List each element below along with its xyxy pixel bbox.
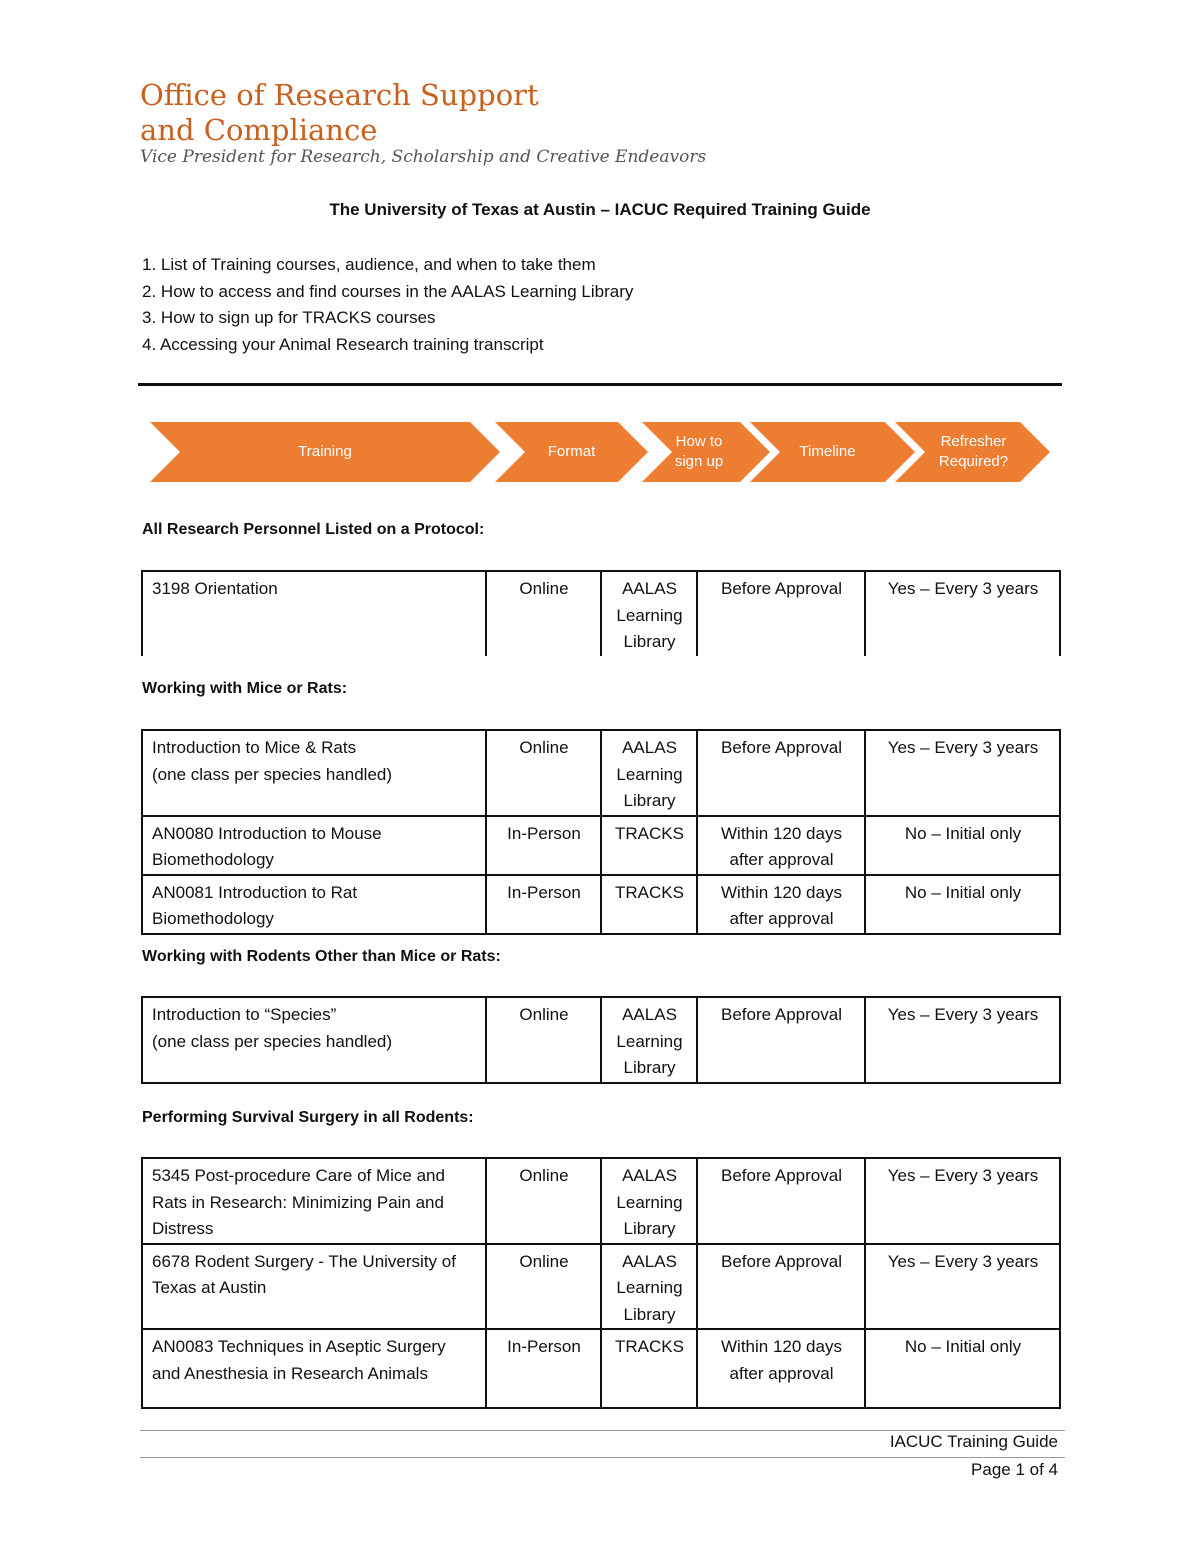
- course-refresher: Yes – Every 3 years: [865, 997, 1060, 1083]
- document-title: The University of Texas at Austin – IACUC Required Training Guide: [329, 200, 871, 219]
- course-refresher: Yes – Every 3 years: [865, 1244, 1060, 1330]
- page-number: Page 1 of 4: [971, 1460, 1058, 1479]
- course-format: In-Person: [486, 816, 601, 875]
- table-row: [142, 1329, 1060, 1408]
- chevron-label-refresher: Refresher Required?: [938, 433, 1009, 470]
- toc-item-text: Accessing your Animal Research training transcript: [156, 334, 544, 354]
- toc-item-number: 2.: [142, 281, 157, 301]
- course-refresher: No – Initial only: [865, 875, 1060, 934]
- course-signup: AALAS Learning Library: [601, 1244, 697, 1330]
- course-timeline: Before Approval: [697, 571, 865, 656]
- course-signup: AALAS Learning Library: [601, 730, 697, 816]
- chevron-label-format: Format: [547, 443, 596, 460]
- course-refresher: Yes – Every 3 years: [865, 571, 1060, 656]
- footer-divider: [140, 1430, 1065, 1431]
- course-signup: TRACKS: [601, 816, 697, 875]
- course-timeline: Before Approval: [697, 1244, 865, 1330]
- course-format: Online: [486, 997, 601, 1083]
- course-format: Online: [486, 571, 601, 656]
- section-heading: Working with Rodents Other than Mice or Rats:: [142, 948, 501, 965]
- course-signup: AALAS Learning Library: [601, 1158, 697, 1244]
- course-refresher: No – Initial only: [865, 1329, 1060, 1408]
- toc-item-number: 3.: [142, 308, 157, 327]
- course-signup: AALAS Learning Library: [601, 571, 697, 656]
- chevron-label-timeline: Timeline: [799, 443, 856, 460]
- toc-item-number: 1.: [142, 255, 157, 274]
- course-name: AN0083 Techniques in Aseptic Surgery and Anesthesia in Research Animals: [142, 1329, 486, 1408]
- section-heading: Working with Mice or Rats:: [142, 680, 348, 697]
- course-name: Introduction to “Species” (one class per species handled): [142, 997, 486, 1083]
- course-format: In-Person: [486, 875, 601, 934]
- logo-title-line2: and Compliance: [140, 113, 378, 147]
- footer-document-label: IACUC Training Guide: [889, 1432, 1058, 1451]
- course-refresher: No – Initial only: [865, 816, 1060, 875]
- chevron-label-how-to-sign-up: How to sign up: [674, 433, 724, 470]
- course-name: 6678 Rodent Surgery - The University of Texas at Austin: [142, 1244, 486, 1330]
- course-name: 3198 Orientation: [142, 571, 486, 656]
- toc-item-text: How to access and find courses in the AALAS Learning Library: [156, 281, 634, 301]
- logo-subtitle: Vice President for Research, Scholarship and Creative Endeavors: [140, 147, 707, 167]
- course-timeline: Within 120 days after approval: [697, 1329, 865, 1408]
- table-row: [142, 1244, 1060, 1330]
- course-format: Online: [486, 1244, 601, 1330]
- course-refresher: Yes – Every 3 years: [865, 1158, 1060, 1244]
- toc-item-number: 4.: [142, 334, 157, 354]
- section-heading: Performing Survival Surgery in all Rodents:: [142, 1109, 474, 1126]
- training-table: [141, 996, 1061, 1084]
- chevron-label-training: Training: [298, 443, 352, 460]
- table-row: [142, 816, 1060, 875]
- course-name: Introduction to Mice & Rats (one class per species handled): [142, 730, 486, 816]
- course-name: AN0081 Introduction to Rat Biomethodology: [142, 875, 486, 934]
- course-timeline: Within 120 days after approval: [697, 875, 865, 934]
- course-timeline: Before Approval: [697, 997, 865, 1083]
- training-table: [141, 729, 1061, 935]
- training-table: [141, 570, 1061, 656]
- section-heading: All Research Personnel Listed on a Protocol:: [142, 521, 485, 538]
- course-format: Online: [486, 1158, 601, 1244]
- course-timeline: Before Approval: [697, 730, 865, 816]
- table-row: [142, 730, 1060, 816]
- toc-item-text: List of Training courses, audience, and when to take them: [156, 255, 596, 274]
- table-row: [142, 997, 1060, 1083]
- course-refresher: Yes – Every 3 years: [865, 730, 1060, 816]
- course-signup: TRACKS: [601, 875, 697, 934]
- course-name: AN0080 Introduction to Mouse Biomethodology: [142, 816, 486, 875]
- course-format: Online: [486, 730, 601, 816]
- course-name: 5345 Post-procedure Care of Mice and Rats in Research: Minimizing Pain and Distress: [142, 1158, 486, 1244]
- toc-item-text: How to sign up for TRACKS courses: [156, 308, 436, 327]
- training-table: [141, 1157, 1061, 1409]
- course-timeline: Within 120 days after approval: [697, 816, 865, 875]
- logo-title-line1: Office of Research Support: [140, 78, 539, 112]
- footer-divider: [140, 1457, 1065, 1458]
- table-row: [142, 875, 1060, 934]
- table-row: [142, 1158, 1060, 1244]
- course-timeline: Before Approval: [697, 1158, 865, 1244]
- table-row: [142, 571, 1060, 656]
- course-signup: TRACKS: [601, 1329, 697, 1408]
- course-format: In-Person: [486, 1329, 601, 1408]
- course-signup: AALAS Learning Library: [601, 997, 697, 1083]
